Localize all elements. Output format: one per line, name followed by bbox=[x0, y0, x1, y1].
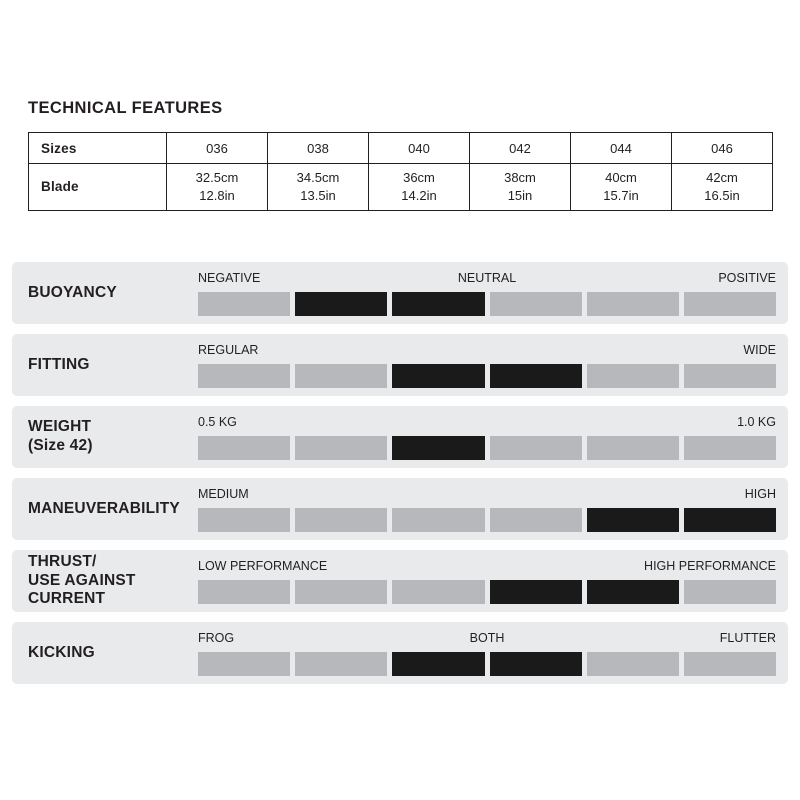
scale-label-thrust-left: LOW PERFORMANCE bbox=[198, 558, 328, 573]
spec-rating-chart bbox=[12, 262, 788, 694]
scale-label-maneuverability-left: MEDIUM bbox=[198, 486, 249, 501]
blade-in-040: 14.2in bbox=[401, 188, 437, 203]
spec-row-thrust bbox=[12, 550, 788, 612]
blade-in-038: 13.5in bbox=[300, 188, 336, 203]
scale-label-weight-left: 0.5 KG bbox=[198, 414, 237, 429]
spec-label-kicking-line1: KICKING bbox=[28, 643, 95, 661]
table-header-size-036: 036 bbox=[167, 133, 268, 164]
segments-fitting bbox=[198, 364, 776, 388]
segment-kicking-5 bbox=[587, 652, 679, 676]
scale-label-kicking-left: FROG bbox=[198, 630, 235, 645]
segment-maneuverability-4 bbox=[490, 508, 582, 532]
table-header-sizes-label: Sizes bbox=[29, 133, 167, 164]
table-row-label-blade: Blade bbox=[29, 164, 167, 211]
scale-labels-kicking bbox=[198, 631, 776, 648]
scale-label-buoyancy-mid: NEUTRAL bbox=[457, 270, 517, 285]
segment-thrust-3 bbox=[392, 580, 484, 604]
spec-label-thrust-line1: THRUST/ bbox=[28, 552, 97, 570]
segment-buoyancy-4 bbox=[490, 292, 582, 316]
scale-label-kicking-right: FLUTTER bbox=[719, 630, 776, 645]
scale-label-fitting-left: REGULAR bbox=[198, 342, 259, 357]
segments-weight bbox=[198, 436, 776, 460]
spec-body-kicking bbox=[198, 631, 788, 676]
spec-label-buoyancy bbox=[12, 284, 198, 303]
table-header-size-038: 038 bbox=[268, 133, 369, 164]
blade-cm-038: 34.5cm bbox=[296, 170, 340, 186]
spec-label-weight bbox=[12, 418, 198, 456]
spec-label-kicking bbox=[12, 644, 198, 663]
page-title: TECHNICAL FEATURES bbox=[28, 99, 223, 117]
segment-fitting-3 bbox=[392, 364, 484, 388]
scale-label-buoyancy-right: POSITIVE bbox=[718, 270, 776, 285]
scale-labels-buoyancy bbox=[198, 271, 776, 288]
segment-buoyancy-1 bbox=[198, 292, 290, 316]
sizes-table bbox=[28, 132, 773, 211]
segment-maneuverability-3 bbox=[392, 508, 484, 532]
segment-kicking-6 bbox=[684, 652, 776, 676]
segment-thrust-2 bbox=[295, 580, 387, 604]
scale-labels-weight bbox=[198, 415, 776, 432]
segment-fitting-2 bbox=[295, 364, 387, 388]
blade-in-042: 15in bbox=[507, 188, 533, 203]
spec-label-weight-line1: WEIGHT bbox=[28, 418, 92, 436]
spec-label-buoyancy-line1: BUOYANCY bbox=[28, 283, 117, 301]
scale-label-buoyancy-left: NEGATIVE bbox=[198, 270, 261, 285]
spec-label-maneuverability-line1: MANEUVERABILITY bbox=[28, 499, 180, 517]
segment-thrust-5 bbox=[587, 580, 679, 604]
spec-body-maneuverability bbox=[198, 487, 788, 532]
segment-thrust-4 bbox=[490, 580, 582, 604]
segment-thrust-1 bbox=[198, 580, 290, 604]
blade-in-046: 16.5in bbox=[704, 188, 740, 203]
segment-weight-6 bbox=[684, 436, 776, 460]
segment-fitting-6 bbox=[684, 364, 776, 388]
blade-in-036: 12.8in bbox=[199, 188, 235, 203]
table-row-blade bbox=[29, 164, 773, 211]
table-header-size-042: 042 bbox=[470, 133, 571, 164]
segment-buoyancy-6 bbox=[684, 292, 776, 316]
scale-label-kicking-mid: BOTH bbox=[469, 630, 505, 645]
segments-buoyancy bbox=[198, 292, 776, 316]
table-cell-blade-044 bbox=[571, 164, 672, 211]
segment-maneuverability-1 bbox=[198, 508, 290, 532]
spec-label-maneuverability bbox=[12, 500, 198, 519]
spec-body-buoyancy bbox=[198, 271, 788, 316]
spec-label-thrust-line2: USE AGAINST CURRENT bbox=[28, 571, 136, 608]
segment-fitting-5 bbox=[587, 364, 679, 388]
segment-weight-2 bbox=[295, 436, 387, 460]
segments-kicking bbox=[198, 652, 776, 676]
spec-body-thrust bbox=[198, 559, 788, 604]
spec-row-kicking bbox=[12, 622, 788, 684]
spec-label-thrust bbox=[12, 553, 198, 610]
segment-kicking-4 bbox=[490, 652, 582, 676]
table-header-size-046: 046 bbox=[672, 133, 773, 164]
segment-buoyancy-3 bbox=[392, 292, 484, 316]
table-cell-blade-036 bbox=[167, 164, 268, 211]
scale-label-fitting-right: WIDE bbox=[743, 342, 776, 357]
scale-labels-fitting bbox=[198, 343, 776, 360]
segment-buoyancy-5 bbox=[587, 292, 679, 316]
segments-maneuverability bbox=[198, 508, 776, 532]
spec-label-weight-line2: (Size 42) bbox=[28, 437, 93, 454]
segment-maneuverability-6 bbox=[684, 508, 776, 532]
table-cell-blade-046 bbox=[672, 164, 773, 211]
table-cell-blade-042 bbox=[470, 164, 571, 211]
scale-label-thrust-right: HIGH PERFORMANCE bbox=[644, 558, 776, 573]
segment-maneuverability-2 bbox=[295, 508, 387, 532]
segment-kicking-3 bbox=[392, 652, 484, 676]
table-cell-blade-040 bbox=[369, 164, 470, 211]
segment-kicking-2 bbox=[295, 652, 387, 676]
table-header-size-040: 040 bbox=[369, 133, 470, 164]
spec-row-maneuverability bbox=[12, 478, 788, 540]
table-header-size-044: 044 bbox=[571, 133, 672, 164]
scale-labels-maneuverability bbox=[198, 487, 776, 504]
spec-row-fitting bbox=[12, 334, 788, 396]
segment-weight-4 bbox=[490, 436, 582, 460]
blade-cm-044: 40cm bbox=[605, 170, 637, 186]
segment-maneuverability-5 bbox=[587, 508, 679, 532]
segment-thrust-6 bbox=[684, 580, 776, 604]
segment-fitting-1 bbox=[198, 364, 290, 388]
scale-label-weight-right: 1.0 KG bbox=[737, 414, 776, 429]
segment-buoyancy-2 bbox=[295, 292, 387, 316]
spec-row-buoyancy bbox=[12, 262, 788, 324]
segment-kicking-1 bbox=[198, 652, 290, 676]
spec-label-fitting bbox=[12, 356, 198, 375]
blade-cm-046: 42cm bbox=[706, 170, 738, 186]
segment-weight-3 bbox=[392, 436, 484, 460]
spec-body-weight bbox=[198, 415, 788, 460]
segments-thrust bbox=[198, 580, 776, 604]
segment-weight-1 bbox=[198, 436, 290, 460]
segment-fitting-4 bbox=[490, 364, 582, 388]
blade-cm-036: 32.5cm bbox=[195, 170, 239, 186]
blade-in-044: 15.7in bbox=[603, 188, 639, 203]
spec-row-weight bbox=[12, 406, 788, 468]
blade-cm-042: 38cm bbox=[504, 170, 536, 186]
scale-label-maneuverability-right: HIGH bbox=[744, 486, 776, 501]
table-row-sizes bbox=[29, 133, 773, 164]
scale-labels-thrust bbox=[198, 559, 776, 576]
spec-body-fitting bbox=[198, 343, 788, 388]
segment-weight-5 bbox=[587, 436, 679, 460]
spec-label-fitting-line1: FITTING bbox=[28, 355, 90, 373]
blade-cm-040: 36cm bbox=[403, 170, 435, 186]
table-cell-blade-038 bbox=[268, 164, 369, 211]
